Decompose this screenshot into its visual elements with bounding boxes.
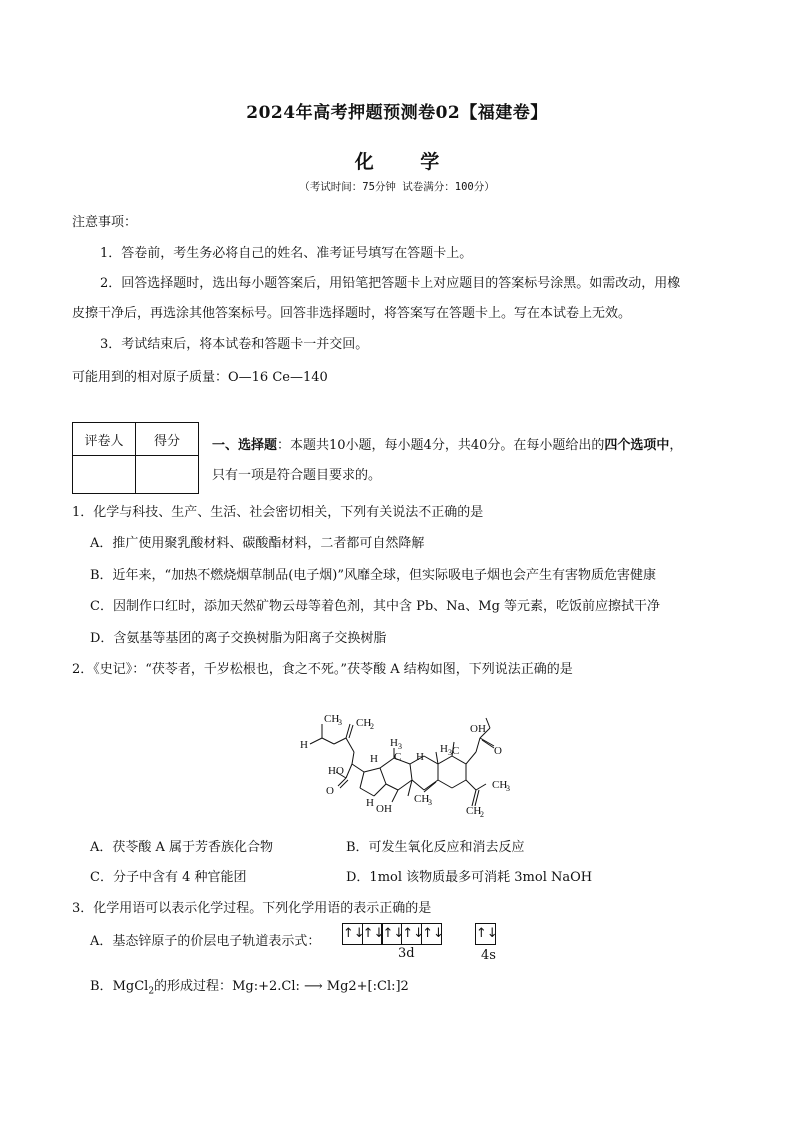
svg-text:OH: OH [470, 723, 486, 735]
orbital-box: ↑↓ [475, 923, 496, 945]
q3-option-b-text: 的形成过程： [154, 979, 233, 994]
mgcl2-formation-equation: Mg:+2.Cl: ⟶ Mg2+[:Cl:]2 [232, 979, 409, 994]
svg-text:3: 3 [398, 742, 402, 751]
section-1-end: ， [669, 438, 683, 453]
svg-text:2: 2 [480, 810, 484, 819]
note-item-3: 3．考试结束后，将本试卷和答题卡一并交回。 [100, 337, 369, 352]
svg-text:CH: CH [492, 779, 508, 791]
q3-option-b-sub: 2 [148, 986, 155, 997]
pachymic-acid-structure [290, 702, 530, 822]
score-label: 得分 [136, 423, 199, 456]
q2-option-b: B．可发生氧化反应和消去反应 [346, 840, 525, 855]
svg-text:HO: HO [328, 765, 344, 777]
grader-label: 评卷人 [73, 423, 136, 456]
svg-text:CH: CH [356, 717, 372, 729]
svg-text:3: 3 [428, 798, 432, 807]
q1-stem: 1．化学与科技、生产、生活、社会密切相关，下列有关说法不正确的是 [72, 505, 484, 520]
svg-text:3: 3 [338, 718, 342, 727]
svg-text:C: C [394, 751, 402, 763]
page-title: 2024年高考押题预测卷02【福建卷】 [246, 103, 548, 123]
svg-text:H: H [370, 753, 378, 765]
score-table [72, 422, 199, 494]
q3-stem: 3．化学用语可以表示化学过程。下列化学用语的表示正确的是 [72, 901, 432, 916]
q2-option-c: C．分子中含有 4 种官能团 [90, 870, 247, 885]
subject-title: 化 学 [354, 151, 460, 173]
note-item-2-cont: 皮擦干净后，再选涂其他答案标号。回答非选择题时，将答案写在答题卡上。写在本试卷上无效。 [72, 306, 632, 321]
orbital-box: ↑↓ [401, 923, 422, 945]
q3-option-a: A．基态锌原子的价层电子轨道表示式： [90, 934, 321, 949]
orbital-4s-group [476, 923, 496, 945]
q2-stem: 2．《史记》：“茯苓者，千岁松根也，食之不死。”茯苓酸 A 结构如图，下列说法正确的是 [72, 662, 573, 677]
q3-option-b-formula: MgCl [112, 979, 149, 994]
q2-option-d: D．1mol 该物质最多可消耗 3mol NaOH [346, 870, 593, 885]
orbital-box: ↑↓ [342, 923, 363, 945]
note-item-1: 1．答卷前，考生务必将自己的姓名、准考证号填写在答题卡上。 [100, 246, 473, 261]
svg-text:3: 3 [506, 784, 510, 793]
exam-info: （考试时间：75分钟 试卷满分：100分） [299, 181, 495, 193]
svg-text:H: H [440, 743, 448, 755]
q1-option-d: D．含氨基等基团的离子交换树脂为阳离子交换树脂 [90, 631, 387, 646]
notes-heading: 注意事项： [72, 215, 138, 230]
orbital-3d-group [343, 923, 442, 945]
section-1-mid: ：本题共10小题，每小题4分，共40分。在每小题给出的 [277, 438, 605, 453]
svg-text:O: O [326, 785, 334, 797]
section-1-bold: 四个选项中 [604, 438, 670, 453]
svg-text:O: O [494, 745, 502, 757]
section-1-line2: 只有一项是符合题目要求的。 [212, 468, 382, 483]
svg-text:C: C [452, 745, 460, 757]
section-1-prefix: 一、选择题 [212, 438, 278, 453]
score-cell [136, 456, 199, 494]
q3-option-b [90, 975, 409, 997]
atomic-mass: 可能用到的相对原子质量：O—16 Ce—140 [72, 370, 328, 385]
orbital-box: ↑↓ [381, 923, 402, 945]
q1-option-c: C．因制作口红时，添加天然矿物云母等着色剂，其中含 Pb、Na、Mg 等元素，吃饭前应擦拭干净 [90, 599, 661, 614]
svg-text:CH: CH [414, 793, 430, 805]
q2-option-a: A．茯苓酸 A 属于芳香族化合物 [90, 840, 274, 855]
section-1-line1 [212, 434, 682, 453]
note-item-2: 2．回答选择题时，选出每小题答案后，用铅笔把答题卡上对应题目的答案标号涂黑。如需改动，用橡 [100, 276, 681, 291]
svg-text:H: H [390, 737, 398, 749]
svg-text:H: H [300, 739, 308, 751]
grader-cell [73, 456, 136, 494]
q1-option-b: B．近年来，“加热不燃烧烟草制品(电子烟)”风靡全球，但实际吸电子烟也会产生有害物质危害健康 [90, 568, 656, 583]
svg-text:3: 3 [448, 748, 452, 757]
svg-text:CH: CH [466, 805, 482, 817]
svg-text:H: H [366, 797, 374, 809]
orbital-3d-label: 3d [398, 946, 415, 961]
orbital-box: ↑↓ [421, 923, 442, 945]
svg-text:H: H [416, 751, 424, 763]
q1-option-a: A．推广使用聚乳酸材料、碳酸酯材料，二者都可自然降解 [90, 536, 425, 551]
orbital-box: ↑↓ [362, 923, 383, 945]
q3-option-b-label: B． [90, 979, 113, 994]
svg-text:OH: OH [376, 803, 392, 815]
svg-text:2: 2 [370, 722, 374, 731]
orbital-4s-label: 4s [481, 948, 496, 963]
svg-text:CH: CH [324, 713, 340, 725]
